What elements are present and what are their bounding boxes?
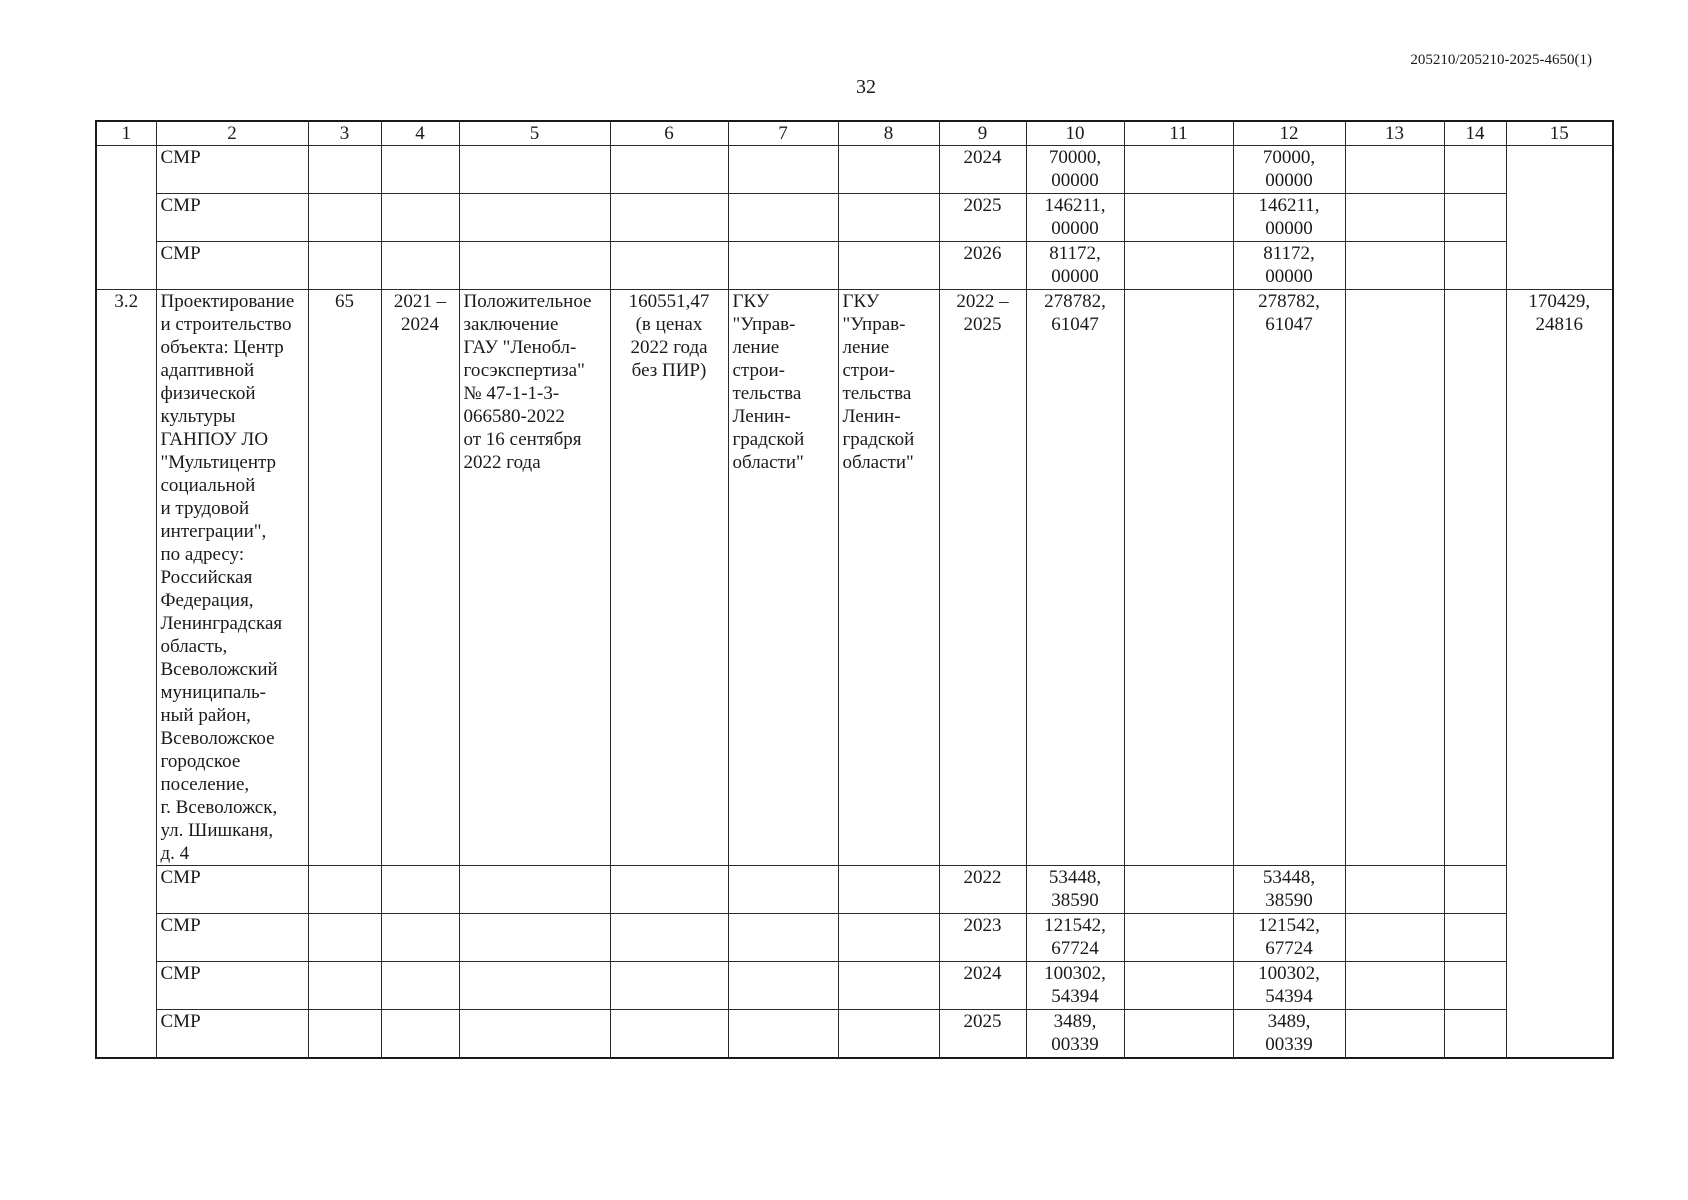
cell-line: 2022 – [956,291,1009,312]
empty-cell [1345,914,1444,962]
column-header: 8 [838,121,939,146]
value-line: 54394 [1265,986,1313,1007]
table-row [96,146,1613,194]
cell-line: ГКУ [842,291,880,312]
cell-line: госэкспертиза" [463,360,585,381]
cell-line: 278782, [1258,291,1320,312]
empty-cell [728,146,838,194]
value-line: 81172, [1263,243,1315,264]
value-line: 67724 [1265,938,1313,959]
value-line: 00000 [1051,170,1099,191]
empty-cell [459,866,610,914]
column-header: 9 [939,121,1026,146]
empty-cell [308,914,381,962]
cell-line: заключение [463,314,559,335]
empty-cell [838,866,939,914]
cell-line: 160551,47 [628,291,710,312]
empty-cell [1345,290,1444,866]
empty-cell [459,194,610,242]
cell-line: ление [842,337,890,358]
cell-line: ГКУ [732,291,770,312]
col10-value [1026,962,1124,1010]
cell-line: ный район, [160,705,251,726]
cell-line: Ленинградская [160,613,283,634]
cell-line: 066580-2022 [463,406,565,427]
value-line: 100302, [1258,963,1320,984]
cell-line: области" [732,452,804,473]
empty-cell [1345,146,1444,194]
empty-cell [308,1010,381,1059]
cell-line: 61047 [1051,314,1099,335]
column-header: 10 [1026,121,1124,146]
empty-cell [838,194,939,242]
empty-cell [1124,290,1233,866]
col10-value [1026,194,1124,242]
empty-cell [1444,914,1506,962]
empty-cell [459,962,610,1010]
cell-line: 24816 [1535,314,1583,335]
empty-cell [1444,146,1506,194]
empty-cell [610,914,728,962]
cell-line: и строительство [160,314,292,335]
value-line: 3489, [1053,1011,1097,1032]
empty-cell [1345,866,1444,914]
col12-value [1233,914,1345,962]
column-header: 2 [156,121,308,146]
empty-cell [1124,1010,1233,1059]
work-type-label: СМР [156,194,308,242]
cell-line: Всеволожское [160,728,275,749]
col9-years [939,290,1026,866]
column-header: 15 [1506,121,1613,146]
empty-cell [459,146,610,194]
cell-line: городское [160,751,241,772]
value-line: 53448, [1048,867,1102,888]
empty-cell [308,194,381,242]
col6-cost [610,290,728,866]
col10-value [1026,1010,1124,1059]
year-cell: 2024 [939,146,1026,194]
cell-line: Всеволожский [160,659,278,680]
column-header: 12 [1233,121,1345,146]
value-line: 00000 [1265,218,1313,239]
empty-cell [459,242,610,290]
col12-value [1233,146,1345,194]
value-line: 70000, [1048,147,1102,168]
empty-cell [1124,242,1233,290]
empty-cell [1124,914,1233,962]
cell-line: Федерация, [160,590,254,611]
col10-value [1026,242,1124,290]
col4-years [381,290,459,866]
value-line: 38590 [1051,890,1099,911]
project-row [96,290,1613,866]
cell-line: Проектирование [160,291,295,312]
empty-cell [1124,866,1233,914]
empty-cell [838,914,939,962]
empty-cell [1444,962,1506,1010]
cell-line: 2022 года [463,452,541,473]
empty-cell [1345,194,1444,242]
table-row [96,1010,1613,1059]
year-cell: 2023 [939,914,1026,962]
value-line: 146211, [1258,195,1320,216]
col10-value [1026,146,1124,194]
value-line: 146211, [1044,195,1106,216]
empty-cell [1444,290,1506,866]
table-row [96,914,1613,962]
col10-total [1026,290,1124,866]
cell-line: ГАУ "Ленобл- [463,337,577,358]
cell-line: муниципаль- [160,682,266,703]
cell-line: по адресу: [160,544,245,565]
col7-customer [728,290,838,866]
work-type-label: СМР [156,914,308,962]
col10-value [1026,914,1124,962]
empty-cell [381,146,459,194]
cell-line: области" [842,452,914,473]
empty-cell [1345,962,1444,1010]
col5-expertise [459,290,610,866]
work-type-label: СМР [156,962,308,1010]
empty-cell [1444,194,1506,242]
column-header: 11 [1124,121,1233,146]
empty-cell [1124,962,1233,1010]
value-line: 70000, [1262,147,1316,168]
value-line: 81172, [1049,243,1101,264]
cell-line: градской [842,429,915,450]
cell-line: адаптивной [160,360,255,381]
value-line: 54394 [1051,986,1099,1007]
empty-cell [1444,242,1506,290]
cell-line: интеграции", [160,521,267,542]
cell-line: д. 4 [160,843,190,864]
cell-line: Ленин- [732,406,791,427]
cell-line: (в ценах [635,314,703,335]
cell-line: № 47-1-1-3- [463,383,560,404]
header-row [96,121,1613,146]
col12-value [1233,242,1345,290]
column-header: 4 [381,121,459,146]
cell-line: ул. Шишканя, [160,820,274,841]
budget-table [95,120,1614,1059]
cell-line: объекта: Центр [160,337,284,358]
column-header: 3 [308,121,381,146]
empty-cell [838,962,939,1010]
cell-line: "Мультицентр [160,452,277,473]
cell-line: г. Всеволожск, [160,797,278,818]
table-row [96,962,1613,1010]
value-line: 00339 [1051,1034,1099,1055]
empty-cell [610,242,728,290]
cell-line: тельства [842,383,912,404]
column-header: 5 [459,121,610,146]
project-number: 3.2 [96,290,156,1059]
empty-cell [1345,1010,1444,1059]
table-row [96,866,1613,914]
cell-line: область, [160,636,228,657]
empty-cell [308,146,381,194]
cell-line: ление [732,337,780,358]
column-header: 6 [610,121,728,146]
empty-cell [308,866,381,914]
value-line: 121542, [1044,915,1106,936]
empty-cell [728,962,838,1010]
value-line: 100302, [1044,963,1106,984]
empty-cell [1124,194,1233,242]
empty-cell [381,194,459,242]
empty-cell [1124,146,1233,194]
cell-line: Положительное [463,291,592,312]
empty-cell [1345,242,1444,290]
col15-total [1506,290,1613,1059]
col12-value [1233,962,1345,1010]
empty-cell [610,146,728,194]
year-cell: 2022 [939,866,1026,914]
cell-line: без ПИР) [631,360,707,381]
cell-line: Ленин- [842,406,901,427]
col12-value [1233,194,1345,242]
year-cell: 2025 [939,1010,1026,1059]
empty-cell [728,242,838,290]
year-cell: 2026 [939,242,1026,290]
work-type-label: СМР [156,1010,308,1059]
empty-cell [610,1010,728,1059]
value-line: 3489, [1267,1011,1311,1032]
empty-cell [1444,866,1506,914]
cell-line: культуры [160,406,236,427]
col12-value [1233,1010,1345,1059]
cell-line: тельства [732,383,802,404]
empty-cell [459,914,610,962]
value-line: 67724 [1051,938,1099,959]
empty-cell [838,1010,939,1059]
cell-line: от 16 сентября [463,429,582,450]
page-number: 32 [856,76,876,98]
col10-value [1026,866,1124,914]
column-header: 14 [1444,121,1506,146]
empty-cell [610,194,728,242]
empty-cell [610,962,728,1010]
table-row [96,194,1613,242]
cell-line: ГАНПОУ ЛО [160,429,269,450]
empty-cell [838,146,939,194]
cell-line: градской [732,429,805,450]
empty-cell [381,914,459,962]
col12-value [1233,866,1345,914]
value-line: 121542, [1258,915,1320,936]
empty-cell [1444,1010,1506,1059]
value-line: 00000 [1051,266,1099,287]
cell-line: "Управ- [732,314,796,335]
work-type-label: СМР [156,866,308,914]
value-line: 00339 [1265,1034,1313,1055]
cell-line: 2024 [401,314,439,335]
empty-cell [728,1010,838,1059]
cell-line: 61047 [1265,314,1313,335]
table-body [96,121,1613,1058]
col3-value: 65 [308,290,381,866]
empty-cell [728,194,838,242]
col12-total [1233,290,1345,866]
value-line: 53448, [1262,867,1316,888]
column-header: 13 [1345,121,1444,146]
empty-cell [381,242,459,290]
year-cell: 2025 [939,194,1026,242]
empty-cell [610,866,728,914]
empty-cell [308,242,381,290]
empty-cell [728,914,838,962]
empty-cell [381,866,459,914]
col15-empty [1506,146,1613,290]
work-type-label: СМР [156,242,308,290]
year-cell: 2024 [939,962,1026,1010]
work-type-label: СМР [156,146,308,194]
cell-line: 2025 [963,314,1002,335]
empty-cell [381,1010,459,1059]
row-number-empty [96,146,156,290]
cell-line: строи- [732,360,785,381]
col8-developer [838,290,939,866]
cell-line: 2022 года [630,337,708,358]
empty-cell [308,962,381,1010]
value-line: 00000 [1051,218,1099,239]
column-header: 1 [96,121,156,146]
empty-cell [838,242,939,290]
document-id: 205210/205210-2025-4650(1) [1410,52,1592,68]
value-line: 00000 [1265,170,1313,191]
cell-line: строи- [842,360,895,381]
empty-cell [381,962,459,1010]
value-line: 00000 [1265,266,1313,287]
project-name [156,290,308,866]
empty-cell [459,1010,610,1059]
cell-line: "Управ- [842,314,906,335]
cell-line: поселение, [160,774,250,795]
cell-line: физической [160,383,256,404]
cell-line: и трудовой [160,498,250,519]
empty-cell [728,866,838,914]
value-line: 38590 [1265,890,1313,911]
column-header: 7 [728,121,838,146]
table-row [96,242,1613,290]
cell-line: 278782, [1044,291,1106,312]
cell-line: 170429, [1528,291,1591,312]
cell-line: 2021 – [393,291,447,312]
cell-line: Российская [160,567,253,588]
cell-line: социальной [160,475,256,496]
